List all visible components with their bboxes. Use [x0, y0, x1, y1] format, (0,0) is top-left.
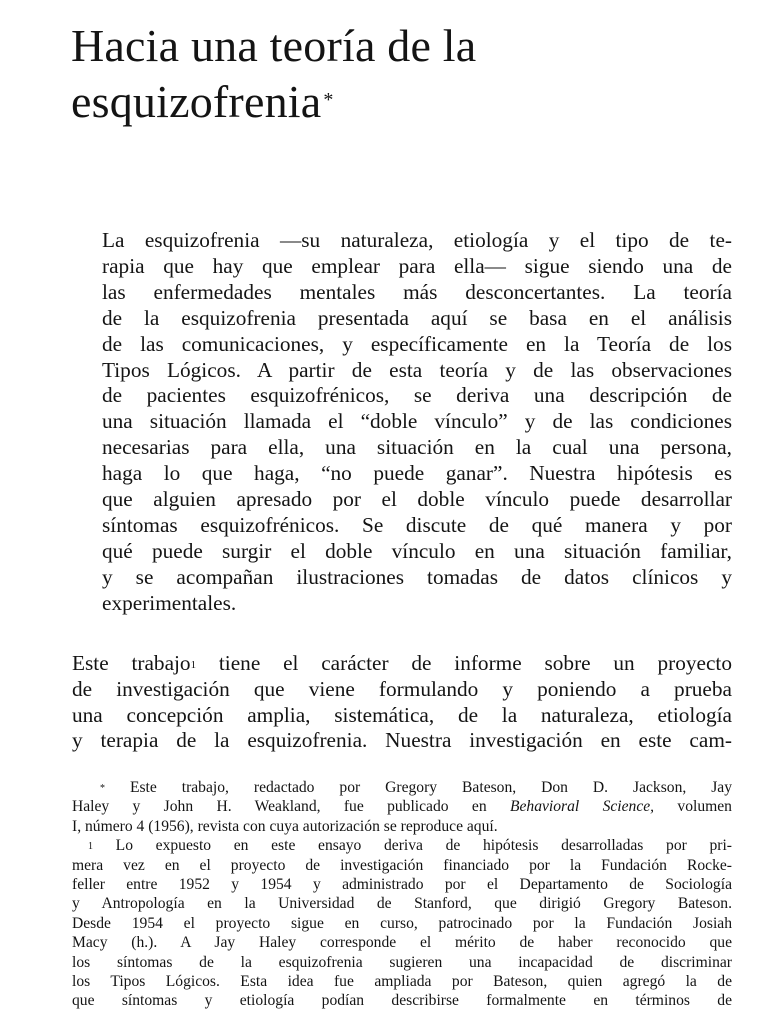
abstract-line: Tipos Lógicos. A partir de esta teoría y de las observaciones	[102, 357, 732, 382]
body-paragraph	[72, 651, 732, 754]
abstract-line: de pacientes esquizofrénicos, se deriva una descripción de	[102, 383, 732, 408]
abstract-line: de la esquizofrenia presentada aquí se basa en el análisis	[102, 305, 732, 330]
footnote-1-marker: 1	[88, 841, 93, 853]
abstract-line: experimentales.	[102, 590, 237, 615]
title-footnote-marker: *	[323, 89, 334, 111]
body-line: una concepción amplia, sistemática, de la naturaleza, etiología	[72, 702, 732, 727]
body-line	[72, 651, 732, 677]
body-line: de investigación que viene formulando y poniendo a prueba	[72, 676, 732, 701]
footnote-line: feller entre 1952 y 1954 y administrado por el Departamento de Sociología	[72, 876, 732, 894]
footnote-line: y Antropología en la Universidad de Stanford, que dirigió Gregory Bateson.	[72, 895, 732, 913]
footnote-line: que síntomas y etiología podían describirse formalmente en términos de	[72, 992, 732, 1010]
footnote-star-marker: *	[100, 783, 105, 794]
footnotes	[72, 778, 732, 1011]
footnote-line: * Este trabajo, redactado por Gregory Bateson, Don D. Jackson, Jay	[100, 779, 732, 796]
abstract-line: necesarias para ella, una situación en la cual una persona,	[102, 435, 732, 460]
journal-name: Behavioral Science,	[509, 798, 655, 816]
article-title	[71, 18, 731, 130]
footnote-line: I, número 4 (1956), revista con cuya autorización se reproduce aquí.	[72, 817, 498, 835]
footnote-line: Macy (h.). A Jay Haley corresponde el mérito de haber reconocido que	[72, 934, 732, 952]
abstract-line: qué puede surgir el doble vínculo en una situación familiar,	[102, 538, 732, 563]
abstract-line: que alguien apresado por el doble vínculo puede desarrollar	[102, 487, 732, 512]
abstract	[102, 228, 732, 617]
footnote-line: Desde 1954 el proyecto sigue en curso, patrocinado por la Fundación Josiah	[72, 914, 732, 932]
abstract-line: rapia que hay que emplear para ella— sigue siendo una de	[102, 253, 732, 278]
abstract-line: las enfermedades mentales más desconcertantes. La teoría	[102, 279, 732, 304]
footnote-line: los Tipos Lógicos. Esta idea fue ampliada por Bateson, quien agregó la de	[72, 973, 732, 991]
footnote-line: los síntomas de la esquizofrenia sugieren una incapacidad de discriminar	[72, 953, 732, 971]
abstract-line: y se acompañan ilustraciones tomadas de datos clínicos y	[102, 564, 732, 589]
footnote-ref: 1	[190, 659, 197, 671]
abstract-line: de las comunicaciones, y específicamente en la Teoría de los	[102, 331, 732, 356]
title-line-1: Hacia una teoría de la	[71, 20, 477, 71]
abstract-line: La esquizofrenia —su naturaleza, etiología y el tipo de te-	[102, 228, 732, 252]
body-line-end: tiene el carácter de informe sobre un proyecto	[218, 651, 733, 675]
abstract-line: haga lo que haga, “no puede ganar”. Nuestra hipótesis es	[102, 461, 732, 486]
footnote-1	[72, 836, 732, 1011]
footnote-line: Haley y John H. Weakland, fue publicado en Behavioral Science, volumen	[72, 798, 732, 816]
body-line: y terapia de la esquizofrenia. Nuestra investigación en este cam-	[72, 728, 732, 753]
body-line-start: Este trabajo	[72, 651, 191, 675]
footnote-star	[72, 778, 732, 836]
footnote-line: mera vez en el proyecto de investigación financiado por la Fundación Rocke-	[72, 856, 732, 874]
footnote-line: $^1$ Lo expuesto en este ensayo deriva de hipótesis desarrolladas por pri-	[88, 837, 732, 855]
abstract-line: síntomas esquizofrénicos. Se discute de qué manera y por	[102, 512, 732, 537]
abstract-line: una situación llamada el “doble vínculo” y de las condiciones	[102, 409, 732, 434]
title-line-2: esquizofrenia	[71, 76, 322, 127]
